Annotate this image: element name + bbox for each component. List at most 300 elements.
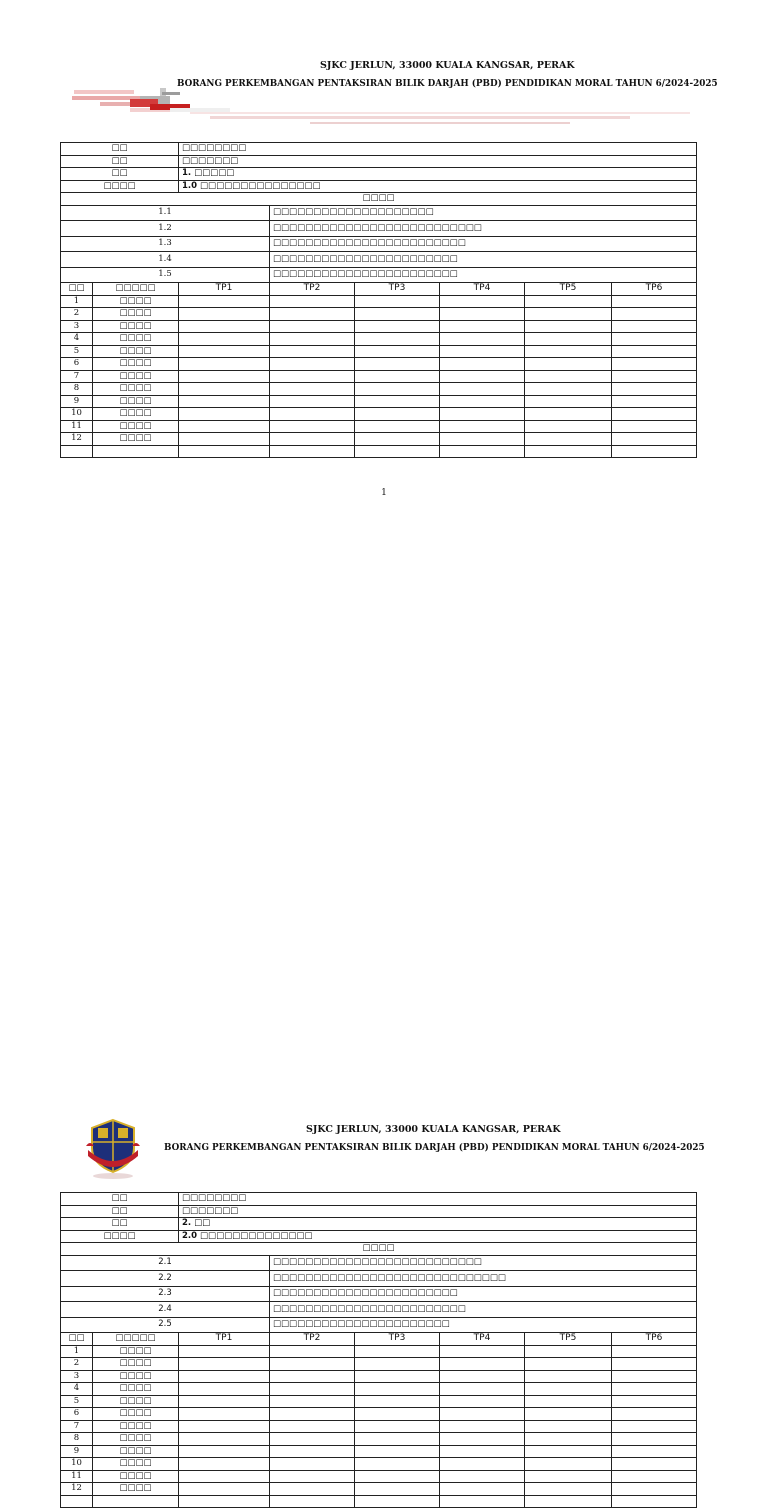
tp6-cell[interactable] [612, 420, 697, 433]
tp4-cell[interactable] [440, 370, 525, 383]
tp2-cell[interactable] [270, 308, 355, 321]
school-name: SJKC JERLUN, 33000 KUALA KANGSAR, PERAK [320, 60, 575, 71]
tp2-cell[interactable] [270, 295, 355, 308]
tp2-cell[interactable] [270, 1370, 355, 1383]
tp4-cell[interactable] [440, 1420, 525, 1433]
blank-cell[interactable] [612, 445, 697, 458]
tp6-cell[interactable] [612, 433, 697, 446]
item-text: □□□□□□□□□□□□□□□□□□□□□□□□□□□□□ [270, 1271, 697, 1287]
tp2-cell[interactable] [270, 433, 355, 446]
tp3-cell[interactable] [355, 395, 440, 408]
row-number: 7 [61, 370, 93, 383]
tp5-cell[interactable] [525, 408, 612, 421]
tp6-cell[interactable] [612, 1370, 697, 1383]
tp4-cell[interactable] [440, 395, 525, 408]
tp1-cell[interactable] [179, 1420, 270, 1433]
student-row [61, 1458, 697, 1471]
tp1-cell[interactable] [179, 1408, 270, 1421]
blank-row [61, 445, 697, 458]
row-number: 5 [61, 345, 93, 358]
standard-item-row [61, 1255, 697, 1271]
student-name: □□□□ [93, 433, 179, 446]
tp1-cell[interactable] [179, 1345, 270, 1358]
tp2-cell[interactable] [270, 1408, 355, 1421]
tp1-cell[interactable] [179, 1470, 270, 1483]
section-header-row [61, 1243, 697, 1256]
student-name: □□□□ [93, 408, 179, 421]
blank-cell[interactable] [612, 1495, 697, 1508]
col-tp4-header: TP4 [440, 283, 525, 296]
tp4-cell[interactable] [440, 1345, 525, 1358]
tp4-cell[interactable] [440, 408, 525, 421]
section-header: □□□□ [61, 193, 697, 206]
tp3-cell[interactable] [355, 1358, 440, 1371]
col-tp1-header: TP1 [179, 1333, 270, 1346]
tp2-cell[interactable] [270, 333, 355, 346]
student-name: □□□□ [93, 1420, 179, 1433]
tp5-cell[interactable] [525, 383, 612, 396]
student-name: □□□□ [93, 1358, 179, 1371]
page-2-header [0, 1116, 768, 1196]
student-name: □□□□ [93, 1470, 179, 1483]
student-row [61, 1420, 697, 1433]
tp4-cell[interactable] [440, 420, 525, 433]
blank-cell[interactable] [440, 445, 525, 458]
tp5-cell[interactable] [525, 1470, 612, 1483]
blank-row [61, 1495, 697, 1508]
tp6-cell[interactable] [612, 370, 697, 383]
tp5-cell[interactable] [525, 1433, 612, 1446]
tp2-cell[interactable] [270, 1345, 355, 1358]
row-number: 4 [61, 1383, 93, 1396]
col-tp1-header: TP1 [179, 283, 270, 296]
tp1-cell[interactable] [179, 333, 270, 346]
row-number: 2 [61, 308, 93, 321]
student-rows [61, 1345, 697, 1508]
assessment-table [60, 142, 697, 458]
tp5-cell[interactable] [525, 1345, 612, 1358]
tp5-cell[interactable] [525, 370, 612, 383]
tp3-cell[interactable] [355, 1420, 440, 1433]
item-text: □□□□□□□□□□□□□□□□□□□□□□□□ [270, 236, 697, 252]
meta-value: 2. □□ [179, 1218, 697, 1231]
item-code: 1.5 [61, 267, 270, 283]
row-number: 11 [61, 420, 93, 433]
blank-cell[interactable] [179, 445, 270, 458]
tp2-cell[interactable] [270, 370, 355, 383]
tp5-cell[interactable] [525, 320, 612, 333]
meta-label: □□ [61, 1218, 179, 1231]
col-tp3-header: TP3 [355, 1333, 440, 1346]
blank-cell[interactable] [179, 1495, 270, 1508]
form-title: BORANG PERKEMBANGAN PENTAKSIRAN BILIK DARJAH (PBD) PENDIDIKAN MORAL TAHUN 6/2024-2025 [164, 1143, 705, 1153]
section-header-row [61, 193, 697, 206]
col-tp3-header: TP3 [355, 283, 440, 296]
col-tp2-header: TP2 [270, 283, 355, 296]
blank-cell[interactable] [61, 1495, 93, 1508]
student-row [61, 395, 697, 408]
tp3-cell[interactable] [355, 1383, 440, 1396]
student-name: □□□□ [93, 358, 179, 371]
row-number: 9 [61, 395, 93, 408]
blank-cell[interactable] [525, 1495, 612, 1508]
item-text: □□□□□□□□□□□□□□□□□□□□□□□ [270, 1286, 697, 1302]
row-number: 11 [61, 1470, 93, 1483]
tp6-cell[interactable] [612, 308, 697, 321]
tp3-cell[interactable] [355, 433, 440, 446]
tp1-cell[interactable] [179, 1395, 270, 1408]
tp1-cell[interactable] [179, 1383, 270, 1396]
tp5-cell[interactable] [525, 295, 612, 308]
tp4-cell[interactable] [440, 1395, 525, 1408]
tp1-cell[interactable] [179, 1433, 270, 1446]
tp6-cell[interactable] [612, 1445, 697, 1458]
tp3-cell[interactable] [355, 383, 440, 396]
student-row [61, 1383, 697, 1396]
tp2-cell[interactable] [270, 320, 355, 333]
tp1-cell[interactable] [179, 1358, 270, 1371]
tp3-cell[interactable] [355, 320, 440, 333]
tp4-cell[interactable] [440, 358, 525, 371]
tp3-cell[interactable] [355, 345, 440, 358]
meta-value: □□□□□□□ [179, 155, 697, 168]
standard-item-row [61, 1271, 697, 1287]
meta-value: □□□□□□□ [179, 1205, 697, 1218]
item-code: 2.1 [61, 1255, 270, 1271]
col-tp5-header: TP5 [525, 283, 612, 296]
item-text: □□□□□□□□□□□□□□□□□□□□□□□□ [270, 1302, 697, 1318]
row-number: 9 [61, 1445, 93, 1458]
student-name: □□□□ [93, 295, 179, 308]
tp6-cell[interactable] [612, 383, 697, 396]
meta-row [61, 1218, 697, 1231]
blank-cell[interactable] [93, 445, 179, 458]
tp4-cell[interactable] [440, 1470, 525, 1483]
meta-label: □□ [61, 1205, 179, 1218]
tp6-cell[interactable] [612, 1383, 697, 1396]
item-code: 1.1 [61, 205, 270, 221]
tp3-cell[interactable] [355, 1483, 440, 1496]
student-row [61, 308, 697, 321]
blank-cell[interactable] [355, 445, 440, 458]
student-row [61, 1345, 697, 1358]
student-name: □□□□ [93, 320, 179, 333]
tp4-cell[interactable] [440, 1383, 525, 1396]
tp1-cell[interactable] [179, 1483, 270, 1496]
tp2-cell[interactable] [270, 420, 355, 433]
col-no-header: □□ [61, 1333, 93, 1346]
tp1-cell[interactable] [179, 420, 270, 433]
blank-cell[interactable] [270, 445, 355, 458]
meta-label: □□ [61, 143, 179, 156]
tp2-cell[interactable] [270, 358, 355, 371]
meta-label: □□ [61, 168, 179, 181]
blank-cell[interactable] [93, 1495, 179, 1508]
form-title: BORANG PERKEMBANGAN PENTAKSIRAN BILIK DARJAH (PBD) PENDIDIKAN MORAL TAHUN 6/2024-2025 [177, 79, 718, 89]
student-name: □□□□ [93, 420, 179, 433]
tp4-cell[interactable] [440, 345, 525, 358]
tp3-cell[interactable] [355, 1408, 440, 1421]
row-number: 2 [61, 1358, 93, 1371]
tp5-cell[interactable] [525, 1420, 612, 1433]
col-tp6-header: TP6 [612, 283, 697, 296]
blank-cell[interactable] [440, 1495, 525, 1508]
student-row [61, 320, 697, 333]
tp6-cell[interactable] [612, 1345, 697, 1358]
tp4-cell[interactable] [440, 333, 525, 346]
item-text: □□□□□□□□□□□□□□□□□□□□□□ [270, 1317, 697, 1333]
tp4-cell[interactable] [440, 1433, 525, 1446]
blank-cell[interactable] [355, 1495, 440, 1508]
tp1-cell[interactable] [179, 1445, 270, 1458]
page-1 [0, 0, 768, 520]
student-row [61, 1370, 697, 1383]
col-name-header: □□□□□ [93, 1333, 179, 1346]
tp1-cell[interactable] [179, 345, 270, 358]
standard-item-row [61, 205, 697, 221]
student-name: □□□□ [93, 308, 179, 321]
item-code: 2.2 [61, 1271, 270, 1287]
tp1-cell[interactable] [179, 1458, 270, 1471]
row-number: 10 [61, 1458, 93, 1471]
tp1-cell[interactable] [179, 1370, 270, 1383]
tp6-cell[interactable] [612, 295, 697, 308]
row-number: 3 [61, 320, 93, 333]
tp2-cell[interactable] [270, 1420, 355, 1433]
item-code: 2.5 [61, 1317, 270, 1333]
tp6-cell[interactable] [612, 333, 697, 346]
tp5-cell[interactable] [525, 1395, 612, 1408]
tp1-cell[interactable] [179, 370, 270, 383]
student-name: □□□□ [93, 1445, 179, 1458]
student-row [61, 295, 697, 308]
tp1-cell[interactable] [179, 308, 270, 321]
tp2-cell[interactable] [270, 1483, 355, 1496]
tp6-cell[interactable] [612, 1358, 697, 1371]
tp1-cell[interactable] [179, 433, 270, 446]
meta-label: □□ [61, 155, 179, 168]
meta-row [61, 143, 697, 156]
student-row [61, 1470, 697, 1483]
student-name: □□□□ [93, 1458, 179, 1471]
tp3-cell[interactable] [355, 1458, 440, 1471]
standard-item-row [61, 252, 697, 268]
tp1-cell[interactable] [179, 383, 270, 396]
tp3-cell[interactable] [355, 295, 440, 308]
tp4-cell[interactable] [440, 1483, 525, 1496]
student-name: □□□□ [93, 1370, 179, 1383]
student-row [61, 1408, 697, 1421]
tp6-cell[interactable] [612, 1408, 697, 1421]
tp5-cell[interactable] [525, 1370, 612, 1383]
tp3-cell[interactable] [355, 370, 440, 383]
tp3-cell[interactable] [355, 1370, 440, 1383]
standard-item-row [61, 1317, 697, 1333]
student-name: □□□□ [93, 1383, 179, 1396]
tp6-cell[interactable] [612, 320, 697, 333]
tp2-cell[interactable] [270, 1433, 355, 1446]
tp5-cell[interactable] [525, 1483, 612, 1496]
tp6-cell[interactable] [612, 395, 697, 408]
tp3-cell[interactable] [355, 1470, 440, 1483]
col-tp5-header: TP5 [525, 1333, 612, 1346]
page-1-header [0, 52, 768, 132]
item-code: 2.3 [61, 1286, 270, 1302]
col-name-header: □□□□□ [93, 283, 179, 296]
student-row [61, 1433, 697, 1446]
row-number: 1 [61, 1345, 93, 1358]
student-row [61, 1395, 697, 1408]
item-code: 1.4 [61, 252, 270, 268]
school-name: SJKC JERLUN, 33000 KUALA KANGSAR, PERAK [306, 1124, 561, 1135]
student-name: □□□□ [93, 333, 179, 346]
meta-label: □□□□ [61, 180, 179, 193]
tp4-cell[interactable] [440, 1358, 525, 1371]
blank-cell[interactable] [61, 445, 93, 458]
student-row [61, 1483, 697, 1496]
standard-item-row [61, 236, 697, 252]
meta-label: □□□□ [61, 1230, 179, 1243]
meta-row [61, 168, 697, 181]
tp2-cell[interactable] [270, 1395, 355, 1408]
row-number: 12 [61, 1483, 93, 1496]
meta-row [61, 1205, 697, 1218]
page-2 [0, 520, 768, 1494]
item-text: □□□□□□□□□□□□□□□□□□□□ [270, 205, 697, 221]
tp3-cell[interactable] [355, 1445, 440, 1458]
student-name: □□□□ [93, 1395, 179, 1408]
standard-item-row [61, 267, 697, 283]
meta-row [61, 1230, 697, 1243]
col-tp4-header: TP4 [440, 1333, 525, 1346]
tp5-cell[interactable] [525, 395, 612, 408]
tp5-cell[interactable] [525, 433, 612, 446]
tp5-cell[interactable] [525, 1458, 612, 1471]
col-no-header: □□ [61, 283, 93, 296]
row-number: 6 [61, 358, 93, 371]
blank-cell[interactable] [270, 1495, 355, 1508]
student-name: □□□□ [93, 345, 179, 358]
meta-row [61, 1193, 697, 1206]
tp2-cell[interactable] [270, 345, 355, 358]
meta-row [61, 180, 697, 193]
tp5-cell[interactable] [525, 308, 612, 321]
row-number: 5 [61, 1395, 93, 1408]
row-number: 3 [61, 1370, 93, 1383]
tp2-cell[interactable] [270, 1358, 355, 1371]
tp1-cell[interactable] [179, 408, 270, 421]
tp4-cell[interactable] [440, 1445, 525, 1458]
tp1-cell[interactable] [179, 358, 270, 371]
standard-item-row [61, 221, 697, 237]
item-code: 1.2 [61, 221, 270, 237]
tp5-cell[interactable] [525, 333, 612, 346]
tp5-cell[interactable] [525, 1358, 612, 1371]
student-rows [61, 295, 697, 458]
tp3-cell[interactable] [355, 408, 440, 421]
student-name: □□□□ [93, 1408, 179, 1421]
tp2-cell[interactable] [270, 408, 355, 421]
tp6-cell[interactable] [612, 408, 697, 421]
tp6-cell[interactable] [612, 1470, 697, 1483]
tp3-cell[interactable] [355, 333, 440, 346]
assessment-table [60, 1192, 697, 1508]
meta-label: □□ [61, 1193, 179, 1206]
tp3-cell[interactable] [355, 420, 440, 433]
item-text: □□□□□□□□□□□□□□□□□□□□□□□□□□ [270, 1255, 697, 1271]
tp4-cell[interactable] [440, 1408, 525, 1421]
student-row [61, 370, 697, 383]
standard-item-row [61, 1302, 697, 1318]
col-tp2-header: TP2 [270, 1333, 355, 1346]
row-number: 8 [61, 383, 93, 396]
tp6-cell[interactable] [612, 1420, 697, 1433]
tp3-cell[interactable] [355, 358, 440, 371]
row-number: 1 [61, 295, 93, 308]
tp4-cell[interactable] [440, 383, 525, 396]
blank-cell[interactable] [525, 445, 612, 458]
tp1-cell[interactable] [179, 295, 270, 308]
tp5-cell[interactable] [525, 1445, 612, 1458]
tp6-cell[interactable] [612, 1433, 697, 1446]
student-name: □□□□ [93, 1345, 179, 1358]
tp4-cell[interactable] [440, 1458, 525, 1471]
tp1-cell[interactable] [179, 395, 270, 408]
tp5-cell[interactable] [525, 420, 612, 433]
tp3-cell[interactable] [355, 1345, 440, 1358]
tp6-cell[interactable] [612, 1395, 697, 1408]
col-tp6-header: TP6 [612, 1333, 697, 1346]
student-name: □□□□ [93, 1483, 179, 1496]
tp2-cell[interactable] [270, 383, 355, 396]
tp3-cell[interactable] [355, 308, 440, 321]
tp1-cell[interactable] [179, 320, 270, 333]
item-code: 2.4 [61, 1302, 270, 1318]
row-number: 10 [61, 408, 93, 421]
meta-value: □□□□□□□□ [179, 1193, 697, 1206]
tp2-cell[interactable] [270, 395, 355, 408]
tp3-cell[interactable] [355, 1395, 440, 1408]
student-row [61, 1358, 697, 1371]
tp2-cell[interactable] [270, 1458, 355, 1471]
tp4-cell[interactable] [440, 320, 525, 333]
student-row [61, 358, 697, 371]
tp4-cell[interactable] [440, 433, 525, 446]
tp5-cell[interactable] [525, 1408, 612, 1421]
item-code: 1.3 [61, 236, 270, 252]
meta-value: □□□□□□□□ [179, 143, 697, 156]
tp2-cell[interactable] [270, 1445, 355, 1458]
tp6-cell[interactable] [612, 1458, 697, 1471]
row-number: 12 [61, 433, 93, 446]
tp5-cell[interactable] [525, 358, 612, 371]
tp6-cell[interactable] [612, 1483, 697, 1496]
tp6-cell[interactable] [612, 345, 697, 358]
tp4-cell[interactable] [440, 308, 525, 321]
tp4-cell[interactable] [440, 295, 525, 308]
tp5-cell[interactable] [525, 1383, 612, 1396]
tp6-cell[interactable] [612, 358, 697, 371]
column-header-row [61, 1333, 697, 1346]
tp3-cell[interactable] [355, 1433, 440, 1446]
tp4-cell[interactable] [440, 1370, 525, 1383]
tp2-cell[interactable] [270, 1383, 355, 1396]
row-number: 7 [61, 1420, 93, 1433]
tp5-cell[interactable] [525, 345, 612, 358]
student-row [61, 420, 697, 433]
tp2-cell[interactable] [270, 1470, 355, 1483]
student-name: □□□□ [93, 395, 179, 408]
